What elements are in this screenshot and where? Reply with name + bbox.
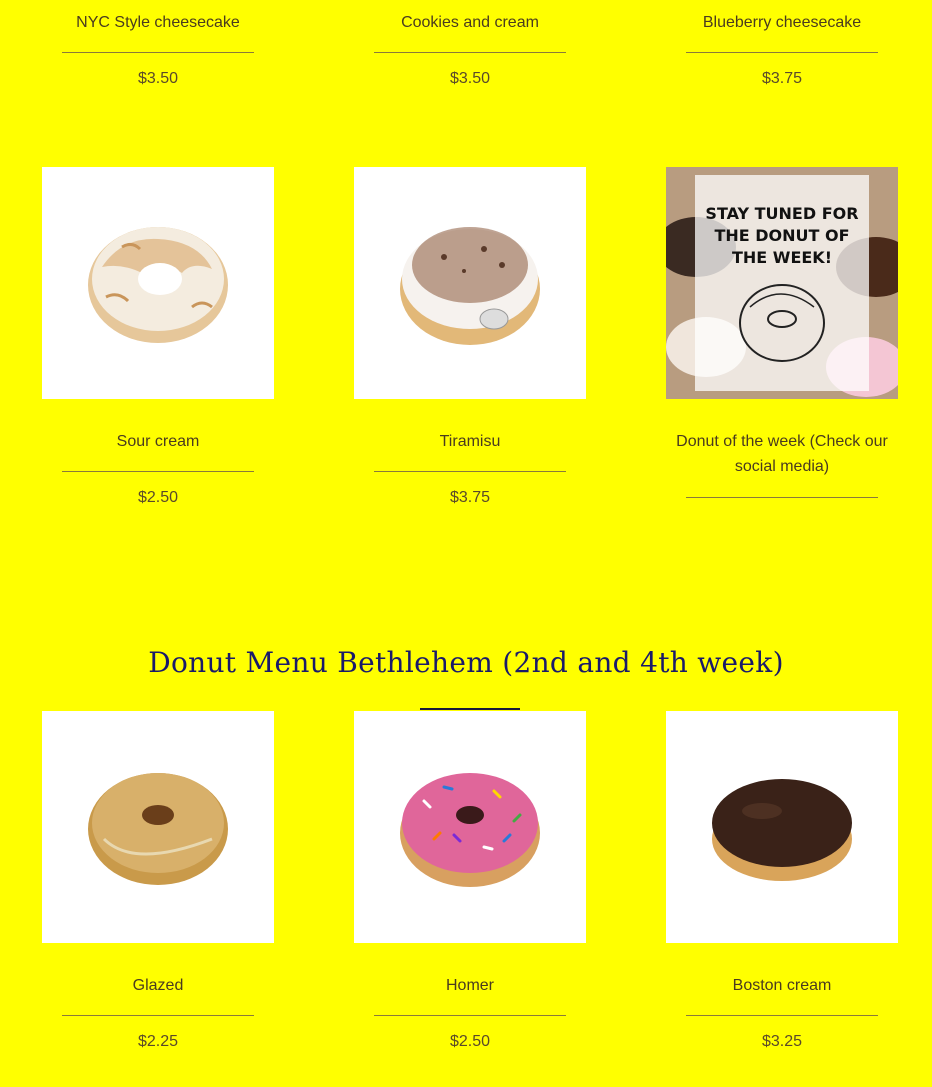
item-name: Tiramisu [439, 433, 501, 450]
item-name: Donut of the week (Check our social media) [676, 433, 888, 475]
item-price: $2.25 [137, 1033, 179, 1050]
divider [374, 471, 566, 472]
divider [686, 52, 878, 53]
item-price: $3.50 [137, 70, 179, 87]
promo-text: STAY TUNED FOR THE DONUT OF THE WEEK! [705, 204, 859, 267]
homer-donut-image[interactable] [354, 711, 586, 943]
item-price: $3.25 [761, 1033, 803, 1050]
boston-cream-donut-image[interactable] [666, 711, 898, 943]
item-name: Cookies and cream [401, 14, 539, 31]
item-price: $3.50 [449, 70, 491, 87]
item-name: Glazed [132, 977, 184, 994]
divider [62, 471, 254, 472]
item-price: $3.75 [449, 489, 491, 506]
item-name: Boston cream [732, 977, 832, 994]
divider [374, 1015, 566, 1016]
tiramisu-donut-image[interactable] [354, 167, 586, 399]
item-name: Blueberry cheesecake [702, 14, 862, 31]
item-price: $2.50 [449, 1033, 491, 1050]
item-name: Sour cream [116, 433, 200, 450]
item-price: $3.75 [761, 70, 803, 87]
glazed-donut-image[interactable] [42, 711, 274, 943]
title-underline [420, 708, 520, 710]
donut-of-the-week-promo-image[interactable] [666, 167, 898, 399]
divider [62, 52, 254, 53]
item-name: NYC Style cheesecake [76, 14, 240, 31]
item-price: $2.50 [137, 489, 179, 506]
sour-cream-donut-image[interactable] [42, 167, 274, 399]
item-name: Homer [445, 977, 494, 994]
divider [62, 1015, 254, 1016]
divider [374, 52, 566, 53]
divider [686, 497, 878, 498]
section-title: Donut Menu Bethlehem (2nd and 4th week) [148, 646, 784, 679]
divider [686, 1015, 878, 1016]
